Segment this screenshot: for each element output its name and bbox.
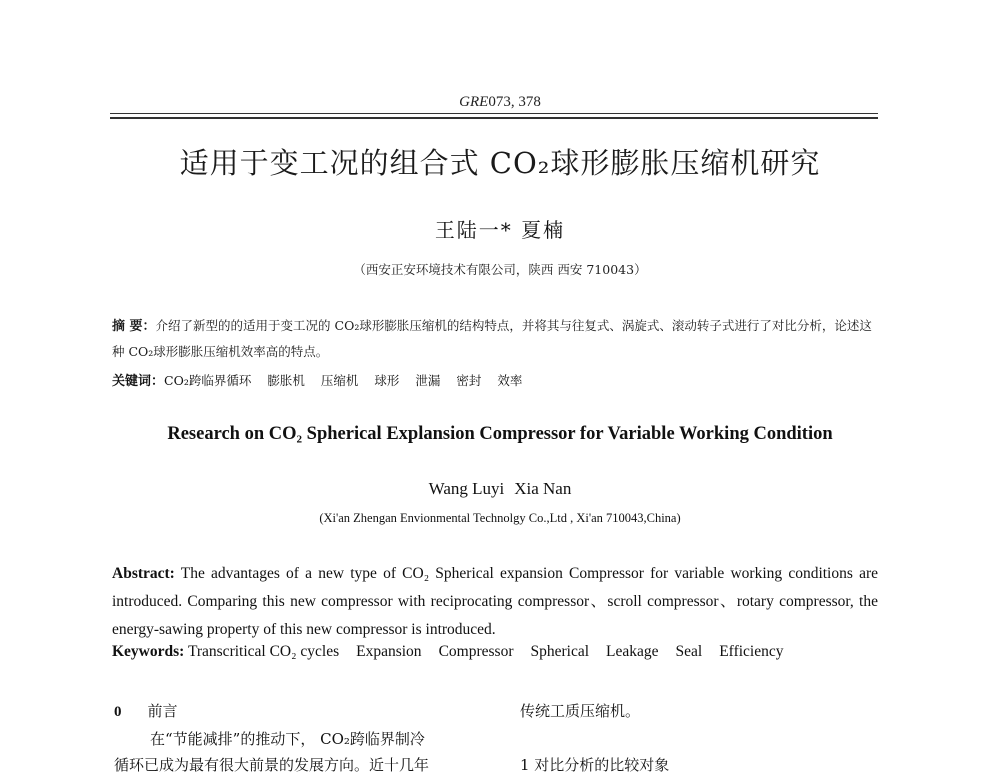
cn-keyword: CO₂跨临界循环 (164, 373, 252, 388)
paper-id-prefix: GRE (459, 94, 489, 110)
header-rule-thick (110, 117, 878, 119)
cn-abstract-label: 摘 要： (112, 319, 156, 334)
section-number: 0 (114, 704, 122, 720)
en-keyword: Expansion (356, 643, 422, 660)
body-right-line-2: 1 对比分析的比较对象 (520, 756, 670, 774)
header-rule-thin (110, 113, 878, 114)
paper-id-number: 073, 378 (488, 94, 541, 110)
en-abstract (112, 560, 878, 644)
en-abstract-text: The advantages of a new type of CO₂ Spherical expansion Compressor for variable working conditions are introduced. Comparing this new compressor with reciprocating compressor、scroll compressor、rotary compressor, the energy-sawing property of this new compressor is introduced. (112, 565, 878, 638)
en-title: Research on CO₂ Spherical Explansion Compressor for Variable Working Condition (167, 424, 833, 444)
cn-keyword: 球形 (374, 373, 400, 388)
cn-abstract (112, 313, 880, 364)
cn-affiliation: （西安正安环境技术有限公司，陕西 西安 710043） (353, 262, 647, 277)
en-author: Xia Nan (514, 479, 572, 498)
body-left-line-2: 循环已成为最有很大前景的发展方向。近十几年 (114, 756, 430, 774)
cn-abstract-text: 介绍了新型的的适用于变工况的 CO₂球形膨胀压缩机的结构特点，并将其与往复式、涡旋式、滚动转子式进行了对比分析，论述这种 CO₂球形膨胀压缩机效率高的特点。 (112, 318, 872, 359)
cn-keyword: 压缩机 (320, 373, 359, 388)
en-authors (0, 479, 1000, 499)
cn-keywords-label: 关键词： (112, 374, 165, 389)
cn-keywords (112, 370, 538, 389)
en-keyword: Efficiency (719, 643, 784, 660)
cn-authors: 王陆一* 夏楠 (434, 218, 566, 242)
en-keyword: Spherical (530, 643, 590, 660)
en-keyword: Transcritical CO₂ cycles (187, 643, 340, 660)
body-left-line-1: 在“节能减排”的推动下， CO₂跨临界制冷 (150, 730, 425, 748)
section-0-heading (114, 700, 178, 721)
section-title: 前言 (147, 702, 178, 720)
cn-keyword: 泄漏 (415, 373, 441, 388)
en-keyword: Leakage (606, 643, 659, 660)
cn-title: 适用于变工况的组合式 CO₂球形膨胀压缩机研究 (179, 146, 821, 180)
cn-keyword: 效率 (497, 373, 523, 388)
en-abstract-label: Abstract: (112, 565, 175, 582)
en-keywords (112, 643, 878, 661)
cn-keyword: 膨胀机 (267, 373, 305, 388)
en-keywords-label: Keywords: (112, 643, 185, 660)
cn-keyword: 密封 (456, 373, 482, 388)
paper-id (0, 94, 1000, 111)
en-author: Wang Luyi (428, 479, 505, 498)
body-right-line-1: 传统工质压缩机。 (520, 702, 641, 720)
en-keyword: Seal (675, 643, 703, 660)
en-affiliation: (Xi'an Zhengan Envionmental Technolgy Co.,Ltd , Xi'an 710043,China) (319, 511, 681, 525)
en-keyword: Compressor (438, 643, 514, 660)
